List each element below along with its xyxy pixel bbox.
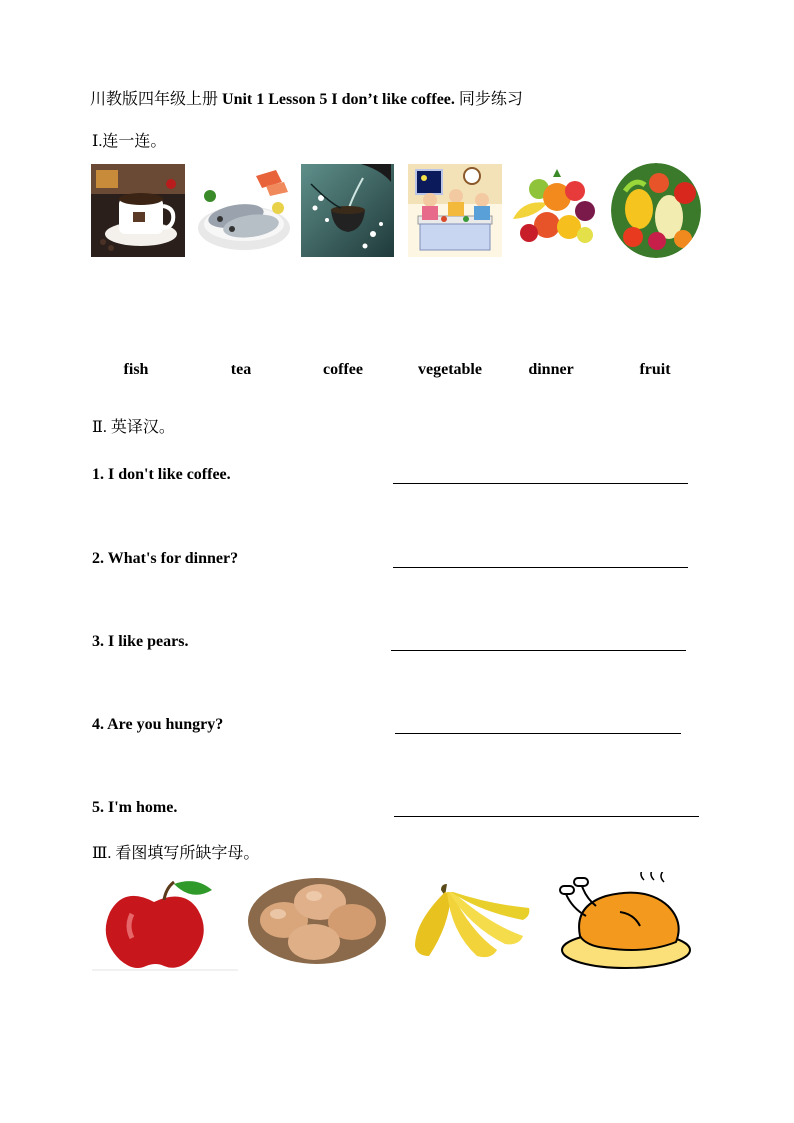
vegetables-image xyxy=(611,163,701,258)
answer-line-1[interactable] xyxy=(393,483,688,484)
answer-line-3[interactable] xyxy=(391,650,686,651)
word-fruit: fruit xyxy=(639,361,671,378)
question-4: 4. Are you hungry? xyxy=(92,716,224,733)
question-2: 2. What's for dinner? xyxy=(92,550,239,567)
question-1: 1. I don't like coffee. xyxy=(92,466,231,483)
word-coffee: coffee xyxy=(323,361,363,378)
family-dinner-image xyxy=(408,164,502,257)
section1-heading: Ⅰ.连一连。 xyxy=(92,133,167,150)
tea-pouring-image xyxy=(301,164,394,257)
word-dinner: dinner xyxy=(528,361,574,378)
title-cn-prefix: 川教版四年级上册 xyxy=(90,91,219,108)
word-fish: fish xyxy=(123,361,149,378)
fish-plate-image xyxy=(196,166,292,256)
coffee-cup-image xyxy=(91,164,185,257)
eggs-image xyxy=(248,878,386,964)
title-en: Unit 1 Lesson 5 I don’t like coffee. xyxy=(222,91,455,108)
question-5: 5. I'm home. xyxy=(92,799,178,816)
question-3: 3. I like pears. xyxy=(92,633,189,650)
apple-image xyxy=(92,874,238,972)
answer-line-4[interactable] xyxy=(395,733,681,734)
fruit-pile-image xyxy=(507,167,599,255)
roast-chicken-image xyxy=(556,872,696,972)
answer-line-5[interactable] xyxy=(394,816,699,817)
word-vegetable: vegetable xyxy=(418,361,482,378)
title-cn-suffix: 同步练习 xyxy=(458,91,523,108)
page-title xyxy=(90,86,523,109)
answer-line-2[interactable] xyxy=(393,567,688,568)
section3-heading: Ⅲ. 看图填写所缺字母。 xyxy=(92,845,260,862)
section2-heading: Ⅱ. 英译汉。 xyxy=(92,419,175,436)
bananas-image xyxy=(411,878,531,964)
word-tea: tea xyxy=(230,361,252,378)
